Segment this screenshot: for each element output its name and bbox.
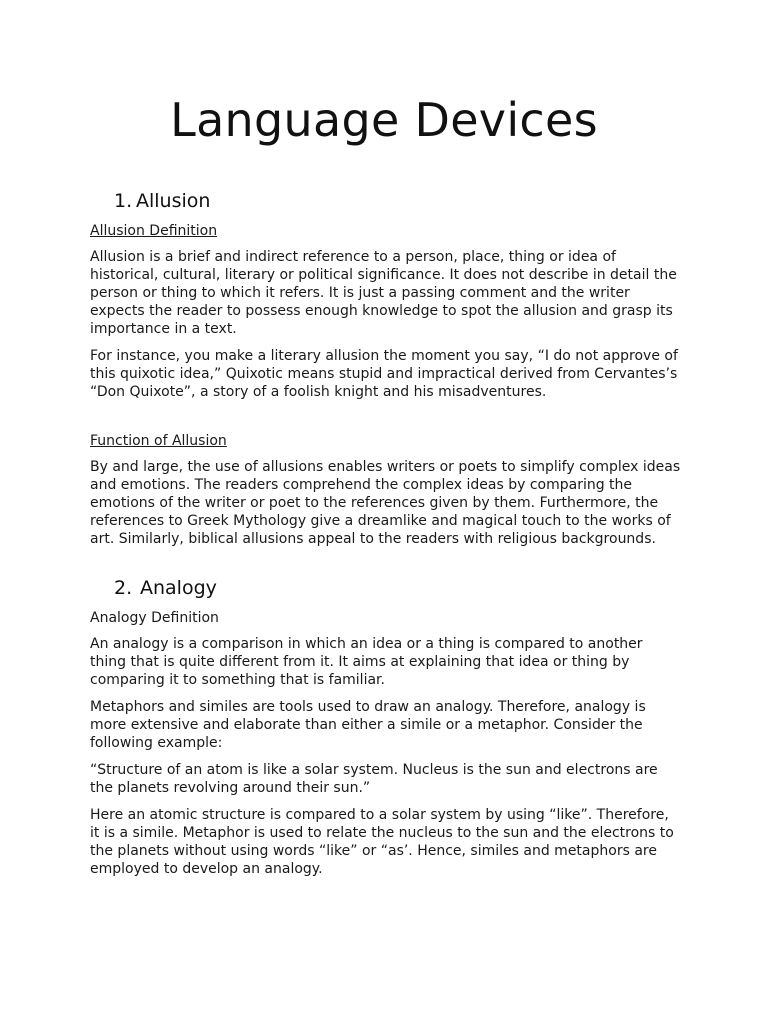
paragraph: By and large, the use of allusions enables writers or poets to simplify complex ideas and emotions. The readers comprehend the complex ideas by comparing the emotions of the writer or poet to the references given by them. Furthermore, the references to Greek Mythology give a dreamlike and magical touch to the works of art. Similarly, biblical allusions appeal to the readers with religious backgrounds. <box>90 459 681 547</box>
analogy-definition-label: Analogy Definition <box>90 610 219 626</box>
paragraph: Metaphors and similes are tools used to draw an analogy. Therefore, analogy is more extensive and elaborate than either a simile or a metaphor. Consider the following example: <box>90 699 646 751</box>
paragraph: Allusion is a brief and indirect reference to a person, place, thing or idea of historical, cultural, literary or political significance. It does not describe in detail the person or thing to which it refers. It is just a passing comment and the writer expects the reader to possess enough knowledge to spot the allusion and grasp its importance in a text. <box>90 249 677 337</box>
section-title: Allusion <box>136 190 211 212</box>
section-title: Analogy <box>140 577 217 599</box>
paragraph: Here an atomic structure is compared to a solar system by using “like”. Therefore, it is a simile. Metaphor is used to relate the nucleus to the sun and the electrons to the planets without using words “like” or “as’. Hence, similes and metaphors are employed to develop an analogy. <box>90 807 674 877</box>
allusion-function-label: Function of Allusion <box>90 433 227 449</box>
document-body <box>90 188 682 887</box>
paragraph: An analogy is a comparison in which an idea or a thing is compared to another thing that is quite different from it. It aims at explaining that idea or thing by comparing it to something that is familiar. <box>90 636 643 688</box>
paragraph: “Structure of an atom is like a solar system. Nucleus is the sun and electrons are the planets revolving around their sun.” <box>90 762 658 796</box>
allusion-definition-label: Allusion Definition <box>90 223 218 239</box>
section-heading-analogy <box>114 575 682 601</box>
paragraph: For instance, you make a literary allusion the moment you say, “I do not approve of this quixotic idea,” Quixotic means stupid and impractical derived from Cervantes’s “Don Quixote”, a story of a foolish knight and his misadventures. <box>90 348 678 400</box>
section-heading-allusion <box>114 188 682 214</box>
page-title: Language Devices <box>170 93 598 147</box>
section-number: 1. <box>114 190 133 212</box>
section-number: 2. <box>114 577 133 599</box>
